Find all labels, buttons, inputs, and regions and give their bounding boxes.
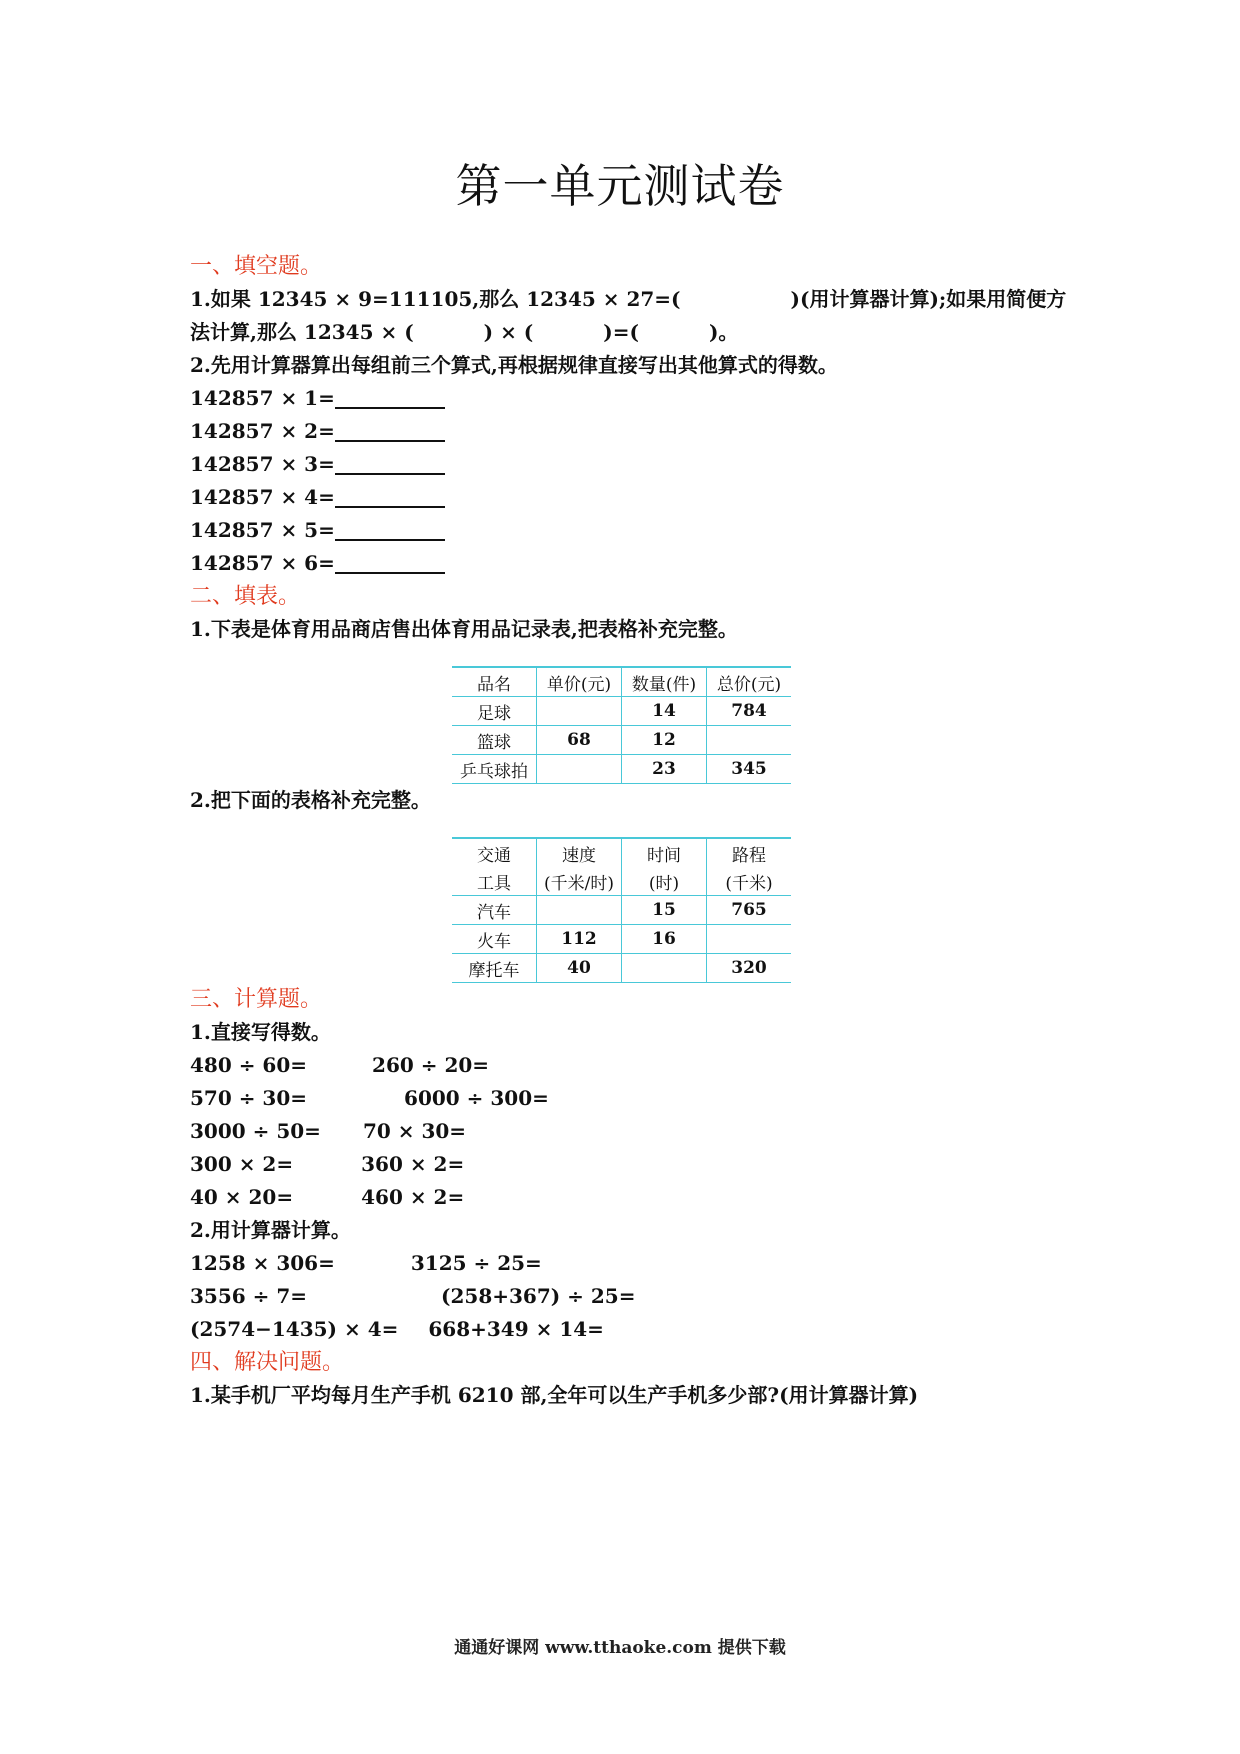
section-heading-problem-solving: 四、解决问题。 (190, 1350, 345, 1375)
table-header-cell: 路程 (707, 838, 792, 867)
table-header-cell: 交通 (452, 838, 537, 867)
page-title: 第一单元测试卷 (455, 159, 785, 213)
table-cell: 14 (622, 697, 707, 726)
table-cell-blank[interactable] (537, 755, 622, 784)
section-heading-fill-blank: 一、填空题。 (190, 254, 323, 279)
table-row (452, 896, 791, 925)
equation-text: 142857 × 5= (190, 518, 335, 542)
question-4-1-text: 1.某手机厂平均每月生产手机 6210 部,全年可以生产手机多少部?(用计算器计算) (190, 1383, 919, 1407)
equation-text: 142857 × 1= (190, 386, 335, 410)
calc-item: 300 × 2= (190, 1152, 294, 1176)
section-heading-calculation: 三、计算题。 (190, 987, 323, 1012)
table-cell-blank[interactable] (622, 954, 707, 983)
calc-row (190, 1181, 1070, 1214)
table-header-row (452, 667, 791, 697)
calc-row (190, 1148, 1070, 1181)
table-cell: 篮球 (452, 726, 537, 755)
section-heading-fill-table: 二、填表。 (190, 584, 301, 609)
table-cell-blank[interactable] (707, 925, 792, 954)
question-3-1-text: 1.直接写得数。 (190, 1020, 331, 1044)
equation-row (190, 415, 1070, 448)
table-header-cell: (时) (622, 867, 707, 896)
calc-item: 3000 ÷ 50= (190, 1119, 321, 1143)
equation-row (190, 547, 1070, 580)
table-cell: 112 (537, 925, 622, 954)
equation-row (190, 448, 1070, 481)
table-cell: 汽车 (452, 896, 537, 925)
table-cell: 68 (537, 726, 622, 755)
answer-line[interactable] (335, 418, 445, 442)
question-text: )。 (708, 320, 739, 344)
sports-goods-table (452, 666, 791, 784)
table-header-cell: 工具 (452, 867, 537, 896)
table-cell: 乒乓球拍 (452, 755, 537, 784)
question-2-2-text: 2.把下面的表格补充完整。 (190, 788, 431, 812)
calc-row (190, 1247, 1070, 1280)
calc-row (190, 1313, 1070, 1346)
answer-line[interactable] (335, 517, 445, 541)
table-header-row (452, 838, 791, 867)
equation-text: 142857 × 2= (190, 419, 335, 443)
table-cell-blank[interactable] (537, 896, 622, 925)
table-row (452, 726, 791, 755)
equation-row (190, 382, 1070, 415)
question-text: 法计算,那么 12345 × ( (190, 320, 414, 344)
table-cell: 16 (622, 925, 707, 954)
table-header-cell: 品名 (452, 667, 537, 697)
table-header-cell: 时间 (622, 838, 707, 867)
table-header-cell: (千米) (707, 867, 792, 896)
question-1-1-line-2 (190, 316, 1070, 349)
question-text: 1.如果 12345 × 9=111105,那么 12345 × 27=( (190, 287, 681, 311)
answer-line[interactable] (335, 484, 445, 508)
question-3-2-text: 2.用计算器计算。 (190, 1218, 351, 1242)
equation-row (190, 514, 1070, 547)
table-cell-blank[interactable] (707, 726, 792, 755)
calc-item: 3125 ÷ 25= (410, 1251, 542, 1275)
calc-item: 570 ÷ 30= (190, 1086, 308, 1110)
table-header-cell: 数量(件) (622, 667, 707, 697)
answer-line[interactable] (335, 550, 445, 574)
table-cell: 784 (707, 697, 792, 726)
answer-line[interactable] (335, 385, 445, 409)
table-cell: 765 (707, 896, 792, 925)
table-cell: 40 (537, 954, 622, 983)
calc-item: 40 × 20= (190, 1185, 294, 1209)
equation-row (190, 481, 1070, 514)
table-header-cell: (千米/时) (537, 867, 622, 896)
calc-item: 360 × 2= (361, 1152, 465, 1176)
table-header-row (452, 867, 791, 896)
question-text: )(用计算器计算);如果用简便方 (790, 287, 1067, 311)
transport-table (452, 837, 791, 983)
calc-item: 460 × 2= (361, 1185, 465, 1209)
calc-row (190, 1280, 1070, 1313)
table-header-cell: 速度 (537, 838, 622, 867)
table-header-cell: 单价(元) (537, 667, 622, 697)
equation-text: 142857 × 3= (190, 452, 335, 476)
calc-item: 6000 ÷ 300= (404, 1086, 549, 1110)
table-cell: 12 (622, 726, 707, 755)
table-cell: 15 (622, 896, 707, 925)
calc-item: (258+367) ÷ 25= (441, 1284, 636, 1308)
question-1-2-text: 2.先用计算器算出每组前三个算式,再根据规律直接写出其他算式的得数。 (190, 353, 838, 377)
equation-text: 142857 × 4= (190, 485, 335, 509)
table-row (452, 954, 791, 983)
question-1-1-line-1 (190, 283, 1070, 316)
question-text: )=( (603, 320, 639, 344)
table-row (452, 697, 791, 726)
table-row (452, 925, 791, 954)
table-cell: 火车 (452, 925, 537, 954)
table-cell: 23 (622, 755, 707, 784)
calc-item: 1258 × 306= (190, 1251, 335, 1275)
question-2-1-text: 1.下表是体育用品商店售出体育用品记录表,把表格补充完整。 (190, 617, 738, 641)
table-header-cell: 总价(元) (707, 667, 792, 697)
calc-item: 260 ÷ 20= (372, 1053, 490, 1077)
table-cell: 摩托车 (452, 954, 537, 983)
calc-item: 480 ÷ 60= (190, 1053, 308, 1077)
table-cell: 345 (707, 755, 792, 784)
calc-item: (2574−1435) × 4= (190, 1317, 399, 1341)
calc-row (190, 1049, 1070, 1082)
table-cell-blank[interactable] (537, 697, 622, 726)
worksheet-body (190, 250, 1070, 1412)
calc-row (190, 1115, 1070, 1148)
calc-item: 668+349 × 14= (428, 1317, 604, 1341)
answer-line[interactable] (335, 451, 445, 475)
table-cell: 320 (707, 954, 792, 983)
calc-item: 3556 ÷ 7= (190, 1284, 308, 1308)
footer-source: 通通好课网 www.tthaoke.com 提供下载 (454, 1638, 786, 1658)
equation-text: 142857 × 6= (190, 551, 335, 575)
table-row (452, 755, 791, 784)
calc-row (190, 1082, 1070, 1115)
table-cell: 足球 (452, 697, 537, 726)
calc-item: 70 × 30= (362, 1119, 467, 1143)
question-text: ) × ( (483, 320, 534, 344)
